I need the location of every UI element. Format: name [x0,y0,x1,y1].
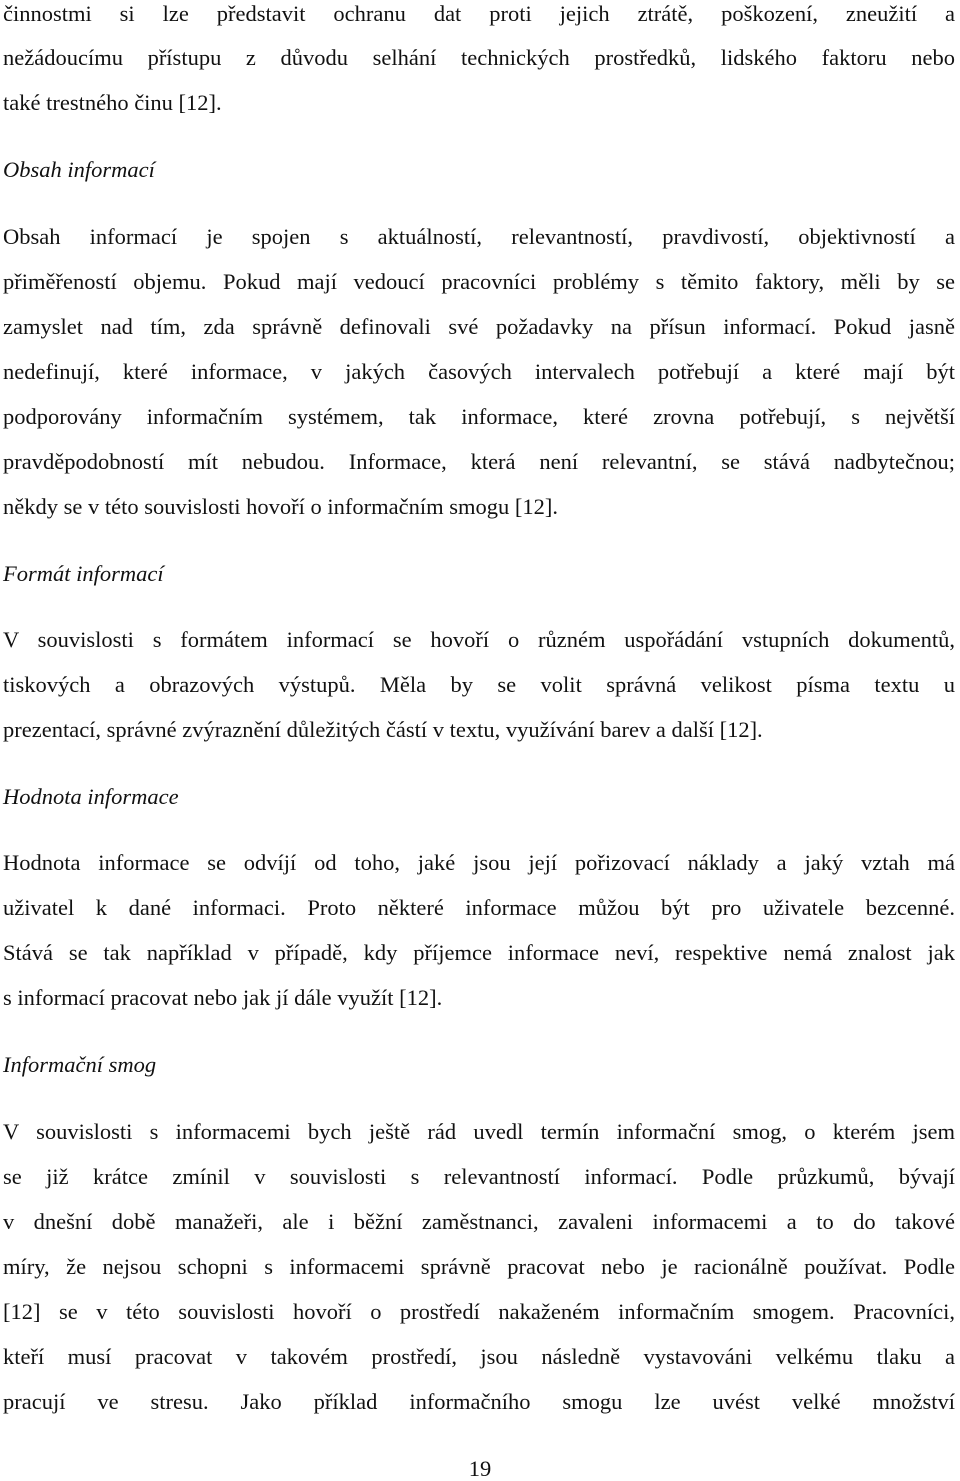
format-line-1: V souvislosti s formátem informací se hovoří o různém uspořádání vstupních dokumentů, [3,627,955,652]
hodnota-line-2: uživatel k dané informaci. Proto některé informace můžou být pro uživatele bezcenné. [3,895,955,920]
hodnota-line-4: s informací pracovat nebo jak jí dále využít [12]. [3,985,443,1010]
obsah-line-1: Obsah informací je spojen s aktuálností, relevantností, pravdivostí, objektivností a [3,224,955,249]
smog-line-3: v dnešní době manažeři, ale i běžní zaměstnanci, zavaleni informacemi a to do takové [3,1209,955,1234]
obsah-line-6: pravděpodobností mít nebudou. Informace, která není relevantní, se stává nadbytečnou; [3,449,955,474]
obsah-line-3: zamyslet nad tím, zda správně definovali své požadavky na přísun informací. Pokud jasně [3,314,955,339]
intro-line-3: také trestného činu [12]. [3,90,222,115]
smog-line-7: pracují ve stresu. Jako příklad informačního smogu lze uvést velké množství [3,1389,955,1414]
obsah-line-7: někdy se v této souvislosti hovoří o informačním smogu [12]. [3,494,558,519]
heading-obsah-informaci: Obsah informací [3,157,155,182]
hodnota-line-3: Stává se tak například v případě, kdy příjemce informace neví, respektive nemá znalost jak [3,940,955,965]
smog-line-4: míry, že nejsou schopni s informacemi správně pracovat nebo je racionálně používat. Podle [3,1254,955,1279]
smog-line-1: V souvislosti s informacemi bych ještě rád uvedl termín informační smog, o kterém jsem [3,1119,955,1144]
heading-hodnota-informace: Hodnota informace [3,784,179,809]
obsah-line-4: nedefinují, které informace, v jakých časových intervalech potřebují a které mají být [3,359,955,384]
heading-format-informaci: Formát informací [3,561,164,586]
smog-line-2: se již krátce zmínil v souvislosti s relevantností informací. Podle průzkumů, bývají [3,1164,955,1189]
obsah-line-2: přiměřeností objemu. Pokud mají vedoucí pracovníci problémy s těmito faktory, měli by se [3,269,955,294]
smog-line-6: kteří musí pracovat v takovém prostředí, jsou následně vystavováni velkému tlaku a [3,1344,955,1369]
format-line-3: prezentací, správné zvýraznění důležitých částí v textu, využívání barev a další [12]. [3,717,763,742]
page-number: 19 [468,1456,492,1481]
obsah-line-5: podporovány informačním systémem, tak informace, které zrovna potřebují, s největší [3,404,955,429]
heading-informacni-smog: Informační smog [3,1052,157,1077]
hodnota-line-1: Hodnota informace se odvíjí od toho, jaké jsou její pořizovací náklady a jaký vztah má [3,850,955,875]
intro-line-2: nežádoucímu přístupu z důvodu selhání technických prostředků, lidského faktoru nebo [3,45,955,70]
smog-line-5: [12] se v této souvislosti hovoří o prostředí nakaženém informačním smogem. Pracovníci, [3,1299,955,1324]
format-line-2: tiskových a obrazových výstupů. Měla by se volit správná velikost písma textu u [3,672,955,697]
intro-line-1: činnostmi si lze představit ochranu dat proti jejich ztrátě, poškození, zneužití a [3,1,955,26]
